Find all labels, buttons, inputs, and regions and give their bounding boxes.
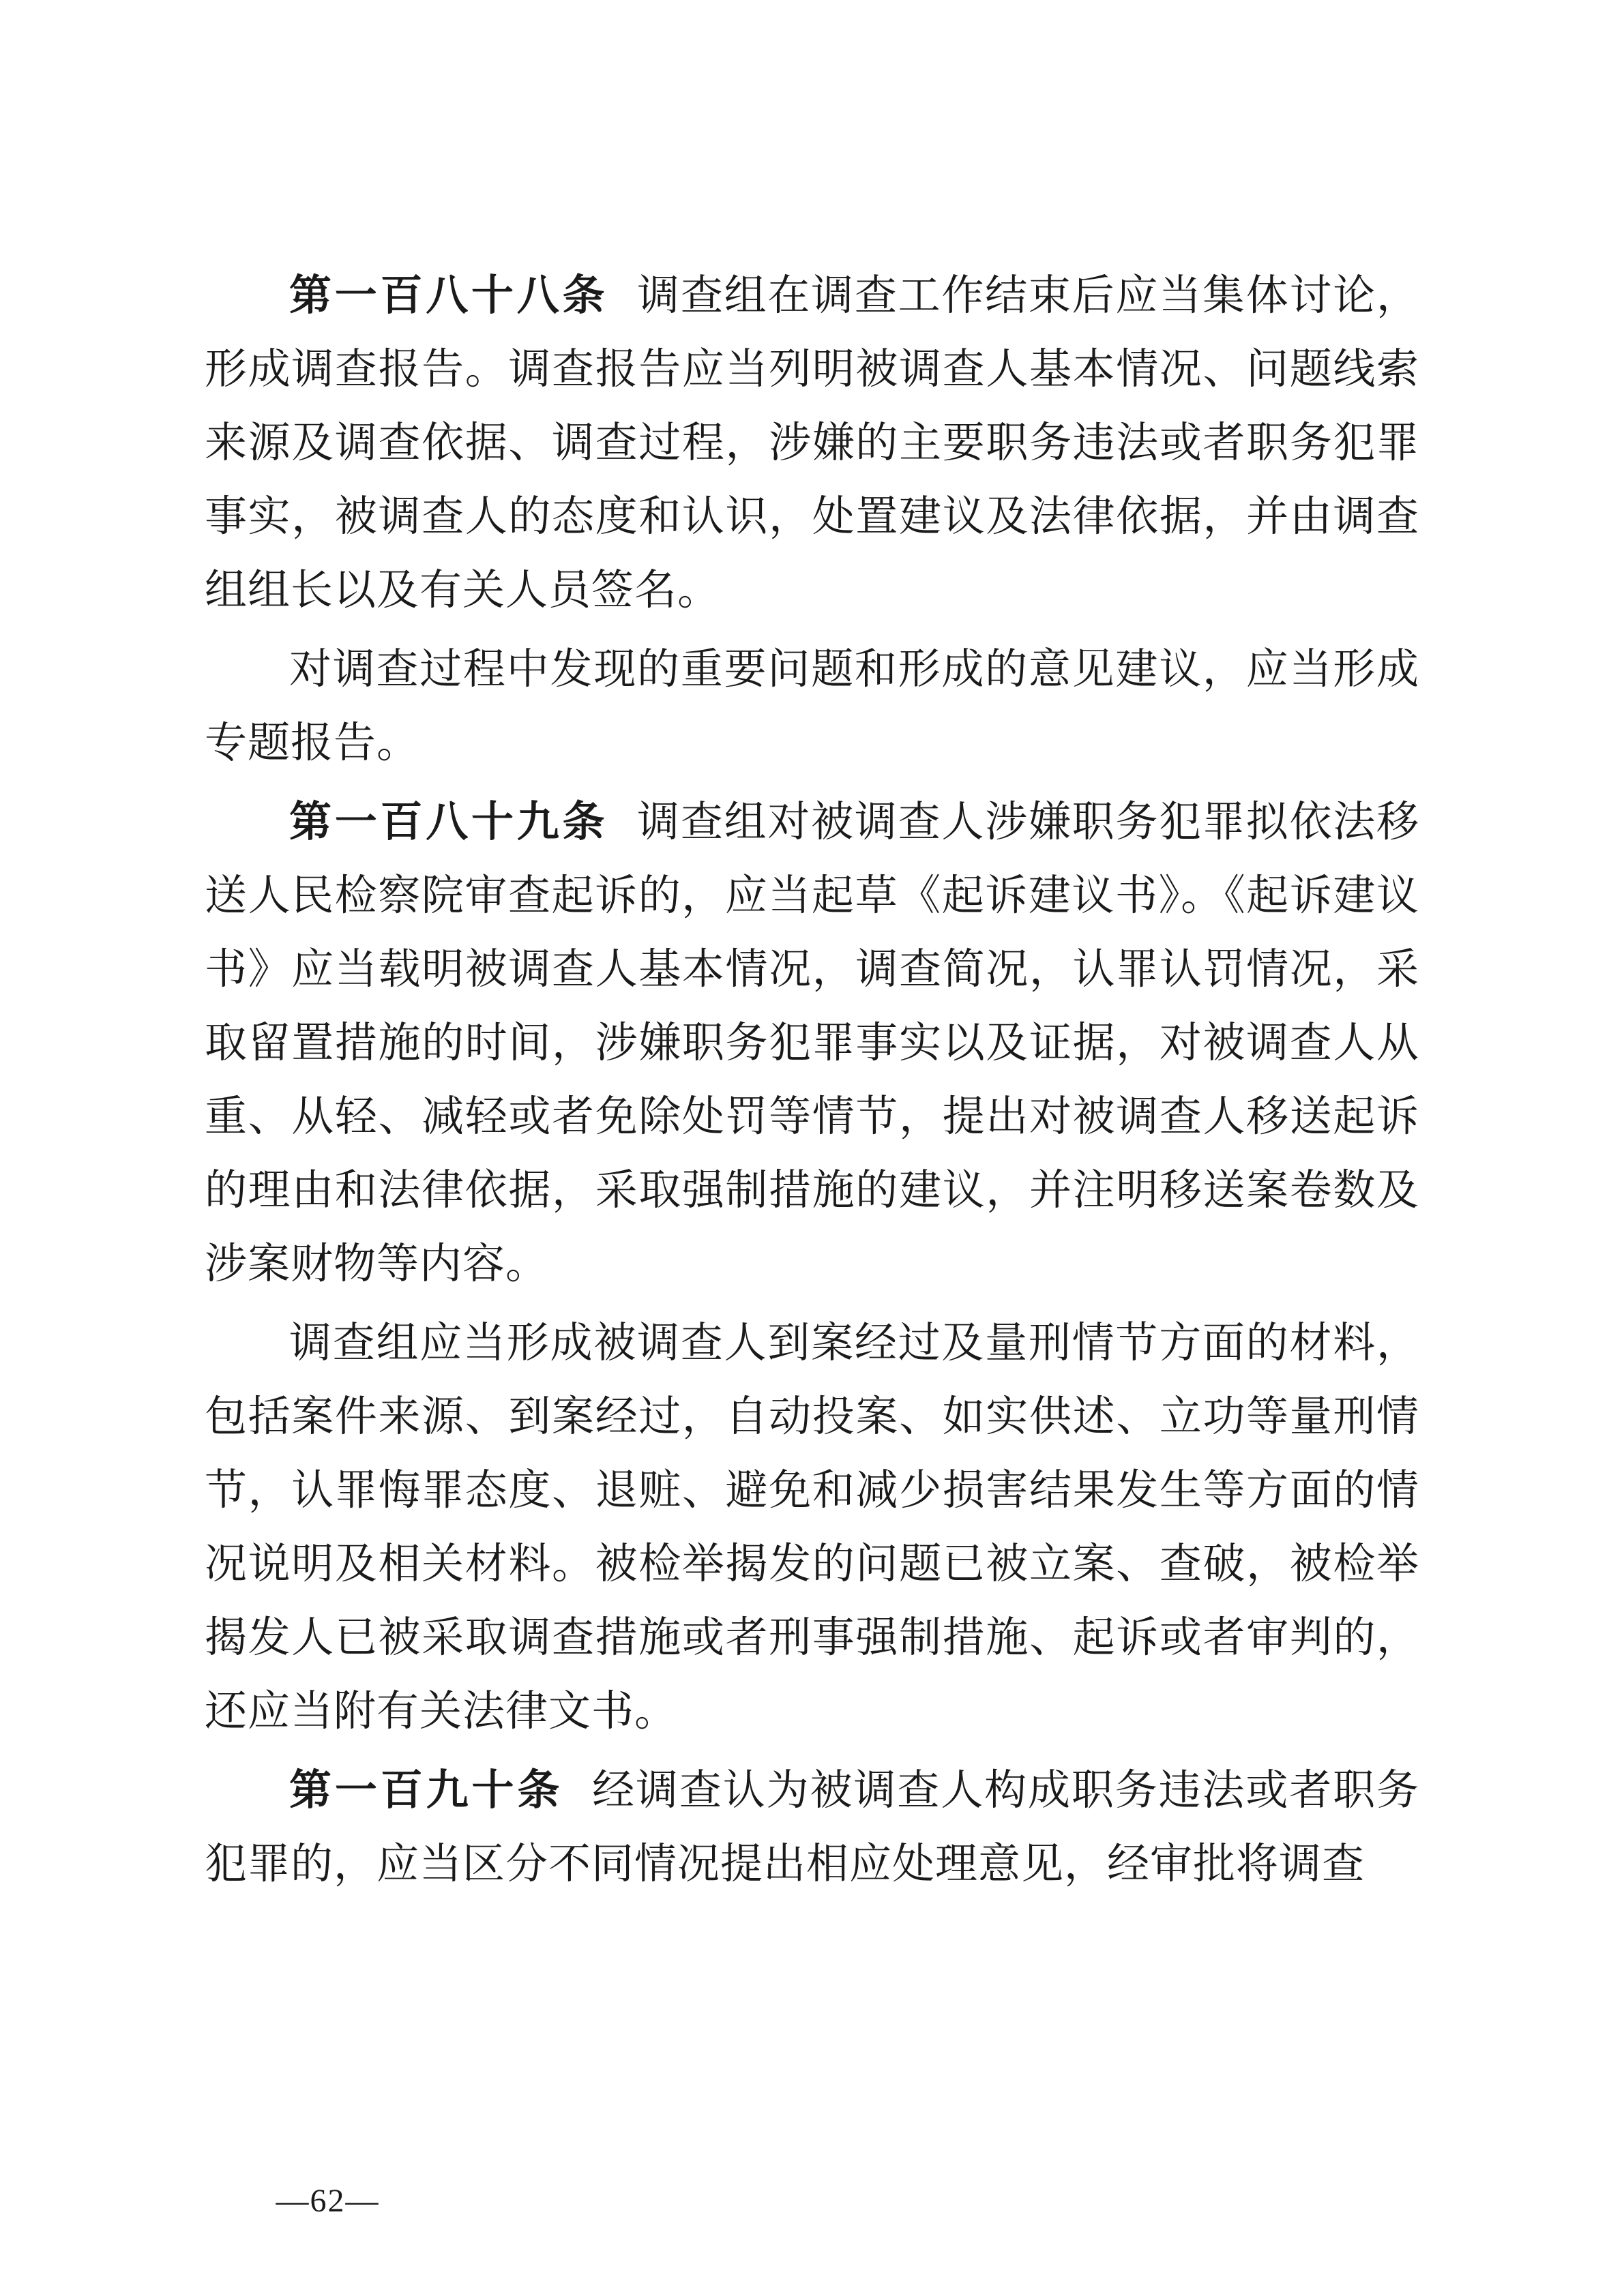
page-footer xyxy=(0,2182,1624,2220)
paragraph-text: 经调查认为被调查人构成职务违法或者职务犯罪的，应当区分不同情况提出相应处理意见，经审批将调查 xyxy=(205,1768,1419,1888)
paragraph-article-190 xyxy=(205,1754,1419,1901)
paragraph-article-189 xyxy=(205,786,1419,1301)
article-number-188: 第一百八十八条 xyxy=(289,273,608,319)
page-number: —62— xyxy=(276,2183,380,2219)
paragraph-text: 调查组应当形成被调查人到案经过及量刑情节方面的材料，包括案件来源、到案经过，自动投案、如实供述、立功等量刑情节，认罪悔罪态度、退赃、避免和减少损害结果发生等方面的情况说明及相关材料。被检举揭发的问题已被立案、查破，被检举揭发人已被采取调查措施或者刑事强制措施、起诉或者审判的，还应当附有关法律文书。 xyxy=(205,1320,1419,1735)
paragraph-188-2 xyxy=(205,633,1419,780)
document-body xyxy=(205,259,1419,1901)
paragraph-text: 调查组在调查工作结束后应当集体讨论，形成调查报告。调查报告应当列明被调查人基本情况、问题线索来源及调查依据、调查过程，涉嫌的主要职务违法或者职务犯罪事实，被调查人的态度和认识，处置建议及法律依据，并由调查组组长以及有关人员签名。 xyxy=(205,273,1419,614)
paragraph-article-188 xyxy=(205,259,1419,627)
paragraph-text: 对调查过程中发现的重要问题和形成的意见建议，应当形成专题报告。 xyxy=(205,646,1419,766)
paragraph-189-2 xyxy=(205,1307,1419,1748)
paragraph-text: 调查组对被调查人涉嫌职务犯罪拟依法移送人民检察院审查起诉的，应当起草《起诉建议书》。《起诉建议书》应当载明被调查人基本情况，调查简况，认罪认罚情况，采取留置措施的时间，涉嫌职务犯罪事实以及证据，对被调查人从重、从轻、减轻或者免除处罚等情节，提出对被调查人移送起诉的理由和法律依据，采取强制措施的建议，并注明移送案卷数及涉案财物等内容。 xyxy=(205,799,1419,1287)
article-number-189: 第一百八十九条 xyxy=(289,799,608,846)
article-number-190: 第一百九十条 xyxy=(289,1768,563,1814)
